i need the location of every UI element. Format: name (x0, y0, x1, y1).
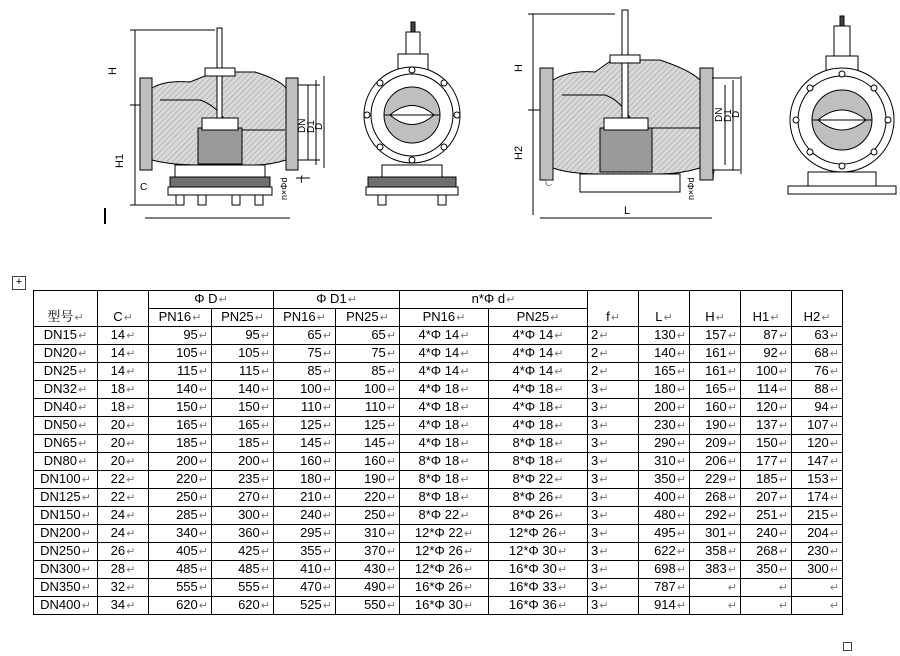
cell-h: ↵ (690, 579, 741, 597)
cell-d16: 105↵ (149, 345, 212, 363)
dim-label-h-right: H (513, 64, 525, 72)
dim-label-f-right: f (712, 170, 715, 181)
cell-c: 24↵ (98, 507, 149, 525)
cell-h1: 87↵ (741, 327, 792, 345)
cell-d25: 300↵ (212, 507, 274, 525)
cell-d125: 75↵ (336, 345, 400, 363)
cell-f: 3↵ (588, 381, 639, 399)
cell-model: DN40↵ (34, 399, 98, 417)
cell-h: 160↵ (690, 399, 741, 417)
cell-l: 914↵ (639, 597, 690, 615)
cell-nd16: 8*Φ 18↵ (400, 471, 489, 489)
cell-nd16: 4*Φ 18↵ (400, 417, 489, 435)
cell-c: 26↵ (98, 543, 149, 561)
header-f: f↵ (588, 291, 639, 327)
cell-d116: 65↵ (274, 327, 336, 345)
dim-label-d-right: D (731, 110, 742, 118)
cell-nd16: 16*Φ 26↵ (400, 579, 489, 597)
cell-h: 229↵ (690, 471, 741, 489)
cell-model: DN25↵ (34, 363, 98, 381)
cell-c: 14↵ (98, 363, 149, 381)
cell-nd25: 16*Φ 33↵ (489, 579, 588, 597)
cell-d16: 150↵ (149, 399, 212, 417)
cell-f: 3↵ (588, 543, 639, 561)
cell-d116: 295↵ (274, 525, 336, 543)
cell-model: DN250↵ (34, 543, 98, 561)
cell-nd16: 4*Φ 18↵ (400, 381, 489, 399)
table-row (34, 471, 843, 489)
table-row (34, 417, 843, 435)
cell-h1: 350↵ (741, 561, 792, 579)
table-row (34, 435, 843, 453)
cell-h1: 114↵ (741, 381, 792, 399)
cell-f: 3↵ (588, 561, 639, 579)
cell-model: DN20↵ (34, 345, 98, 363)
cell-l: 698↵ (639, 561, 690, 579)
cell-d25: 360↵ (212, 525, 274, 543)
cell-h2: 88↵ (792, 381, 843, 399)
cell-h1: 268↵ (741, 543, 792, 561)
table-row (34, 507, 843, 525)
cell-d25: 200↵ (212, 453, 274, 471)
table-row (34, 381, 843, 399)
cell-nd16: 12*Φ 26↵ (400, 543, 489, 561)
cell-h1: 150↵ (741, 435, 792, 453)
subheader-nd-pn25: PN25↵ (489, 309, 588, 327)
cell-h: 157↵ (690, 327, 741, 345)
cell-model: DN150↵ (34, 507, 98, 525)
cell-c: 20↵ (98, 453, 149, 471)
dim-label-h1: H1 (114, 153, 126, 168)
cell-d25: 555↵ (212, 579, 274, 597)
cell-nd16: 8*Φ 22↵ (400, 507, 489, 525)
cell-d125: 85↵ (336, 363, 400, 381)
cell-d16: 140↵ (149, 381, 212, 399)
cell-h: 358↵ (690, 543, 741, 561)
cell-h: 209↵ (690, 435, 741, 453)
header-nd: n*Φ d↵ (400, 291, 588, 309)
cell-d116: 85↵ (274, 363, 336, 381)
cell-f: 3↵ (588, 417, 639, 435)
cell-h1: 92↵ (741, 345, 792, 363)
cell-d25: 485↵ (212, 561, 274, 579)
cell-nd16: 16*Φ 30↵ (400, 597, 489, 615)
cell-c: 34↵ (98, 597, 149, 615)
cell-nd25: 8*Φ 26↵ (489, 507, 588, 525)
table-row (34, 597, 843, 615)
cell-d16: 620↵ (149, 597, 212, 615)
cell-l: 130↵ (639, 327, 690, 345)
cell-d125: 220↵ (336, 489, 400, 507)
cell-l: 290↵ (639, 435, 690, 453)
cell-model: DN80↵ (34, 453, 98, 471)
cell-d25: 270↵ (212, 489, 274, 507)
cell-model: DN32↵ (34, 381, 98, 399)
cell-nd16: 8*Φ 18↵ (400, 453, 489, 471)
cell-d25: 150↵ (212, 399, 274, 417)
cell-h2: 204↵ (792, 525, 843, 543)
cell-h: 292↵ (690, 507, 741, 525)
dim-label-dn-right: DN (714, 107, 725, 122)
cell-d16: 220↵ (149, 471, 212, 489)
cell-d25: 165↵ (212, 417, 274, 435)
subheader-d-pn25: PN25↵ (212, 309, 274, 327)
valve-end-view-left (364, 22, 460, 205)
cell-nd25: 8*Φ 18↵ (489, 435, 588, 453)
header-h2: H2↵ (792, 291, 843, 327)
cell-nd16: 4*Φ 18↵ (400, 399, 489, 417)
cell-d125: 430↵ (336, 561, 400, 579)
cell-d125: 490↵ (336, 579, 400, 597)
dim-label-h: H (107, 67, 119, 75)
cell-nd25: 4*Φ 14↵ (489, 345, 588, 363)
cell-h2: 63↵ (792, 327, 843, 345)
cell-h: 383↵ (690, 561, 741, 579)
cell-h1: 177↵ (741, 453, 792, 471)
cell-h1: 137↵ (741, 417, 792, 435)
cell-h1: ↵ (741, 597, 792, 615)
cell-d116: 525↵ (274, 597, 336, 615)
spec-table (33, 290, 843, 615)
cell-d16: 285↵ (149, 507, 212, 525)
cell-c: 22↵ (98, 489, 149, 507)
cell-nd25: 4*Φ 14↵ (489, 363, 588, 381)
header-h1: H1↵ (741, 291, 792, 327)
cell-h1: ↵ (741, 579, 792, 597)
cell-l: 165↵ (639, 363, 690, 381)
cell-d116: 410↵ (274, 561, 336, 579)
cell-l: 140↵ (639, 345, 690, 363)
cell-c: 28↵ (98, 561, 149, 579)
cell-h2: ↵ (792, 579, 843, 597)
cell-d16: 115↵ (149, 363, 212, 381)
dim-label-d1: D1 (306, 120, 317, 133)
cell-nd16: 8*Φ 18↵ (400, 489, 489, 507)
cell-d125: 310↵ (336, 525, 400, 543)
cell-d16: 555↵ (149, 579, 212, 597)
dim-label-d1-right: D1 (723, 109, 734, 122)
dim-label-f: f (300, 175, 303, 186)
cell-nd25: 4*Φ 18↵ (489, 399, 588, 417)
cell-h2: 76↵ (792, 363, 843, 381)
spec-table-body (34, 327, 843, 615)
subheader-d-pn16: PN16↵ (149, 309, 212, 327)
cell-f: 2↵ (588, 363, 639, 381)
cell-l: 310↵ (639, 453, 690, 471)
subheader-d1-pn25: PN25↵ (336, 309, 400, 327)
cell-f: 2↵ (588, 327, 639, 345)
table-row (34, 579, 843, 597)
cell-d25: 185↵ (212, 435, 274, 453)
cell-model: DN350↵ (34, 579, 98, 597)
cell-l: 200↵ (639, 399, 690, 417)
cell-d125: 250↵ (336, 507, 400, 525)
table-move-handle-icon[interactable]: + (12, 276, 26, 290)
cell-h: 268↵ (690, 489, 741, 507)
cell-h: ↵ (690, 597, 741, 615)
dim-label-d: D (314, 122, 325, 130)
cell-c: 14↵ (98, 345, 149, 363)
cell-h: 301↵ (690, 525, 741, 543)
cell-d25: 95↵ (212, 327, 274, 345)
header-model: 型号↵ (34, 291, 98, 327)
cell-nd25: 4*Φ 18↵ (489, 381, 588, 399)
cell-d25: 115↵ (212, 363, 274, 381)
cell-model: DN50↵ (34, 417, 98, 435)
table-row (34, 453, 843, 471)
cell-nd25: 8*Φ 22↵ (489, 471, 588, 489)
cell-f: 3↵ (588, 435, 639, 453)
cell-d116: 470↵ (274, 579, 336, 597)
cell-d116: 100↵ (274, 381, 336, 399)
cell-d116: 355↵ (274, 543, 336, 561)
cell-d125: 110↵ (336, 399, 400, 417)
cell-nd25: 4*Φ 18↵ (489, 417, 588, 435)
cell-d16: 165↵ (149, 417, 212, 435)
cell-f: 3↵ (588, 453, 639, 471)
cell-h1: 120↵ (741, 399, 792, 417)
cell-h: 161↵ (690, 345, 741, 363)
cell-d125: 550↵ (336, 597, 400, 615)
cell-nd25: 12*Φ 26↵ (489, 525, 588, 543)
cell-nd25: 12*Φ 30↵ (489, 543, 588, 561)
cell-d116: 145↵ (274, 435, 336, 453)
table-row (34, 327, 843, 345)
cell-l: 400↵ (639, 489, 690, 507)
subheader-nd-pn16: PN16↵ (400, 309, 489, 327)
cell-d125: 160↵ (336, 453, 400, 471)
cell-nd25: 16*Φ 36↵ (489, 597, 588, 615)
cell-h1: 185↵ (741, 471, 792, 489)
cell-l: 787↵ (639, 579, 690, 597)
cell-c: 24↵ (98, 525, 149, 543)
cell-h1: 251↵ (741, 507, 792, 525)
cell-nd16: 4*Φ 14↵ (400, 363, 489, 381)
cell-h1: 100↵ (741, 363, 792, 381)
section-marker (104, 208, 106, 224)
cell-d16: 250↵ (149, 489, 212, 507)
dim-label-nxd: n×Φd (279, 177, 289, 200)
cell-c: 18↵ (98, 381, 149, 399)
cell-nd25: 4*Φ 14↵ (489, 327, 588, 345)
cell-h2: 230↵ (792, 543, 843, 561)
cell-d16: 95↵ (149, 327, 212, 345)
cell-d125: 370↵ (336, 543, 400, 561)
cell-l: 180↵ (639, 381, 690, 399)
cell-d16: 340↵ (149, 525, 212, 543)
cell-h2: 94↵ (792, 399, 843, 417)
cell-nd25: 8*Φ 18↵ (489, 453, 588, 471)
cell-d16: 200↵ (149, 453, 212, 471)
cell-h2: ↵ (792, 597, 843, 615)
cell-d125: 145↵ (336, 435, 400, 453)
cell-h2: 68↵ (792, 345, 843, 363)
cell-d125: 100↵ (336, 381, 400, 399)
cell-h2: 147↵ (792, 453, 843, 471)
cell-f: 3↵ (588, 489, 639, 507)
dim-label-h2: H2 (513, 145, 525, 160)
cell-c: 22↵ (98, 471, 149, 489)
valve-side-view-right (528, 10, 741, 218)
cell-d25: 235↵ (212, 471, 274, 489)
cell-l: 230↵ (639, 417, 690, 435)
subheader-d1-pn16: PN16↵ (274, 309, 336, 327)
table-row (34, 525, 843, 543)
cell-h2: 300↵ (792, 561, 843, 579)
cell-d125: 125↵ (336, 417, 400, 435)
cell-model: DN300↵ (34, 561, 98, 579)
cell-d116: 110↵ (274, 399, 336, 417)
cell-h1: 240↵ (741, 525, 792, 543)
cell-h2: 215↵ (792, 507, 843, 525)
cell-d116: 75↵ (274, 345, 336, 363)
cell-d116: 210↵ (274, 489, 336, 507)
header-d1: Φ D1↵ (274, 291, 400, 309)
cell-nd16: 4*Φ 14↵ (400, 327, 489, 345)
cell-h: 206↵ (690, 453, 741, 471)
cell-model: DN100↵ (34, 471, 98, 489)
cell-l: 350↵ (639, 471, 690, 489)
cell-d25: 140↵ (212, 381, 274, 399)
cell-nd16: 12*Φ 22↵ (400, 525, 489, 543)
table-row (34, 363, 843, 381)
cell-nd25: 8*Φ 26↵ (489, 489, 588, 507)
cell-f: 3↵ (588, 597, 639, 615)
cell-nd16: 12*Φ 26↵ (400, 561, 489, 579)
cell-f: 3↵ (588, 579, 639, 597)
cell-nd16: 4*Φ 14↵ (400, 345, 489, 363)
cell-d116: 240↵ (274, 507, 336, 525)
dim-label-c: C (140, 182, 148, 193)
dim-label-l: L (624, 205, 631, 217)
cell-c: 20↵ (98, 417, 149, 435)
cell-h1: 207↵ (741, 489, 792, 507)
cell-model: DN400↵ (34, 597, 98, 615)
dim-label-dn: DN (297, 118, 308, 133)
cell-h2: 153↵ (792, 471, 843, 489)
cell-l: 622↵ (639, 543, 690, 561)
header-l: L↵ (639, 291, 690, 327)
cell-d16: 485↵ (149, 561, 212, 579)
cell-h: 165↵ (690, 381, 741, 399)
cell-f: 3↵ (588, 525, 639, 543)
cell-h: 161↵ (690, 363, 741, 381)
cell-h2: 120↵ (792, 435, 843, 453)
cell-l: 480↵ (639, 507, 690, 525)
cell-d125: 190↵ (336, 471, 400, 489)
table-row (34, 561, 843, 579)
cell-model: DN125↵ (34, 489, 98, 507)
header-h: H↵ (690, 291, 741, 327)
cell-nd25: 16*Φ 30↵ (489, 561, 588, 579)
cell-nd16: 4*Φ 18↵ (400, 435, 489, 453)
dim-label-c-right: C (545, 178, 553, 189)
cell-c: 18↵ (98, 399, 149, 417)
cell-d25: 620↵ (212, 597, 274, 615)
cell-model: DN15↵ (34, 327, 98, 345)
cell-l: 495↵ (639, 525, 690, 543)
cell-c: 14↵ (98, 327, 149, 345)
cell-model: DN65↵ (34, 435, 98, 453)
valve-side-view-left (130, 28, 324, 218)
cell-d125: 65↵ (336, 327, 400, 345)
cell-f: 3↵ (588, 399, 639, 417)
cell-d25: 425↵ (212, 543, 274, 561)
cell-c: 20↵ (98, 435, 149, 453)
table-resize-handle-icon[interactable] (843, 642, 852, 651)
cell-d16: 185↵ (149, 435, 212, 453)
cell-d16: 405↵ (149, 543, 212, 561)
cell-h2: 107↵ (792, 417, 843, 435)
cell-f: 3↵ (588, 507, 639, 525)
cell-f: 3↵ (588, 471, 639, 489)
cell-d116: 160↵ (274, 453, 336, 471)
cell-d25: 105↵ (212, 345, 274, 363)
header-c: C↵ (98, 291, 149, 327)
cell-f: 2↵ (588, 345, 639, 363)
cell-c: 32↵ (98, 579, 149, 597)
header-d: Φ D↵ (149, 291, 274, 309)
valve-end-view-right (788, 16, 896, 194)
dim-label-nxd-right: n×Φd (686, 177, 696, 200)
table-row (34, 399, 843, 417)
table-row (34, 345, 843, 363)
cell-d116: 180↵ (274, 471, 336, 489)
cell-d116: 125↵ (274, 417, 336, 435)
valve-drawings (0, 0, 900, 290)
table-row (34, 543, 843, 561)
cell-h2: 174↵ (792, 489, 843, 507)
cell-model: DN200↵ (34, 525, 98, 543)
table-row (34, 489, 843, 507)
cell-h: 190↵ (690, 417, 741, 435)
